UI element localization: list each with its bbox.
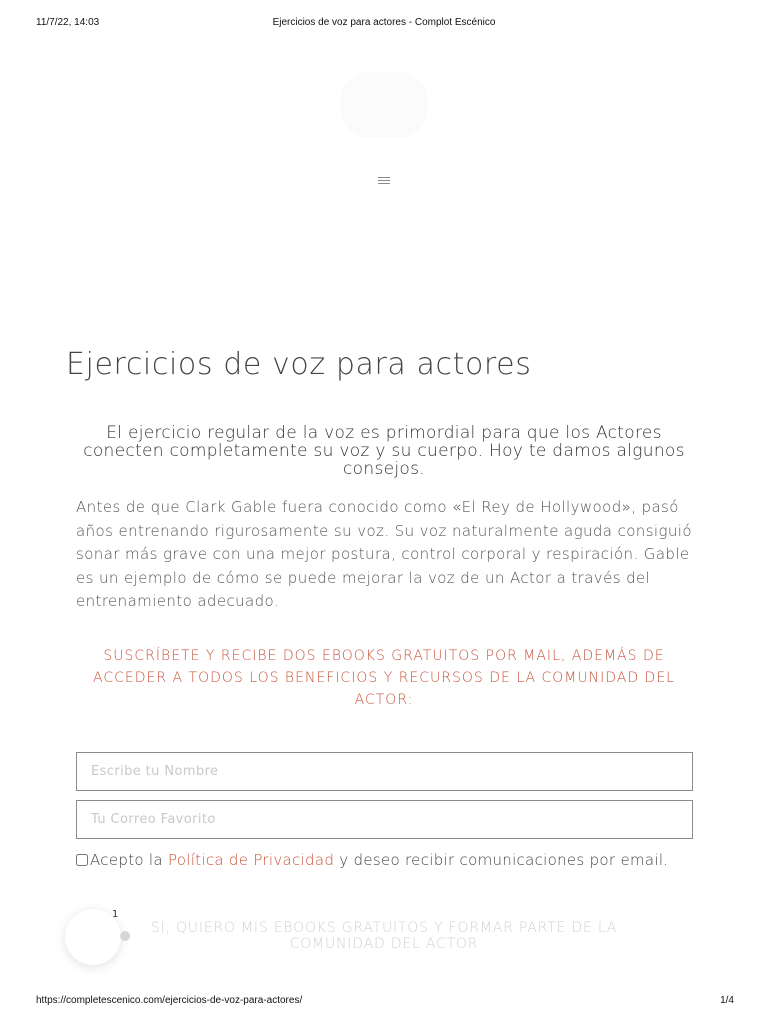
hamburger-icon[interactable] — [377, 175, 391, 187]
print-footer — [0, 995, 768, 1009]
print-date: 11/7/22, 14:03 — [36, 17, 100, 28]
email-input[interactable] — [76, 800, 693, 839]
print-page-number: 1/4 — [720, 995, 734, 1006]
chat-notification-badge: 1 — [112, 909, 119, 920]
consent-text-before: Acepto la — [90, 851, 168, 869]
privacy-policy-link[interactable]: Política de Privacidad — [167, 851, 335, 869]
article-body: Antes de que Clark Gable fuera conocido como «El Rey de Hollywood», pasó años entrenando rigurosamente su voz. Su voz naturalmente aguda consiguió sonar más grave con una mejor postura, control corporal y respiración. Gable es un ejemplo de cómo se puede mejorar la voz de un Actor a través del entrenamiento adecuado. — [76, 498, 692, 610]
chat-bubble-icon — [120, 931, 130, 941]
consent-text-after: y deseo recibir comunicaciones por email. — [334, 851, 669, 869]
privacy-consent — [76, 849, 696, 872]
print-header — [0, 17, 768, 31]
article-intro: El ejercicio regular de la voz es primordial para que los Actores conecten completamente su voz y su cuerpo. Hoy te damos algunos consejos. — [83, 423, 685, 479]
print-page-title: Ejercicios de voz para actores - Complot Escénico — [272, 17, 496, 28]
subscribe-cta: SUSCRÍBETE Y RECIBE DOS EBOOKS GRATUITOS POR MAIL, ADEMÁS DE ACCEDER A TODOS LOS BENEFICIOS Y RECURSOS DE LA COMUNIDAD DEL ACTOR: — [93, 648, 675, 708]
print-url: https://completescenico.com/ejercicios-de-voz-para-actores/ — [36, 995, 303, 1006]
privacy-checkbox[interactable] — [76, 854, 88, 866]
site-logo[interactable] — [340, 72, 428, 138]
page-title: Ejercicios de voz para actores — [66, 347, 532, 382]
subscribe-submit-button[interactable]: SI, QUIERO MIS EBOOKS GRATUITOS Y FORMAR PARTE DE LA COMUNIDAD DEL ACTOR — [76, 918, 692, 954]
name-input[interactable] — [76, 752, 693, 791]
